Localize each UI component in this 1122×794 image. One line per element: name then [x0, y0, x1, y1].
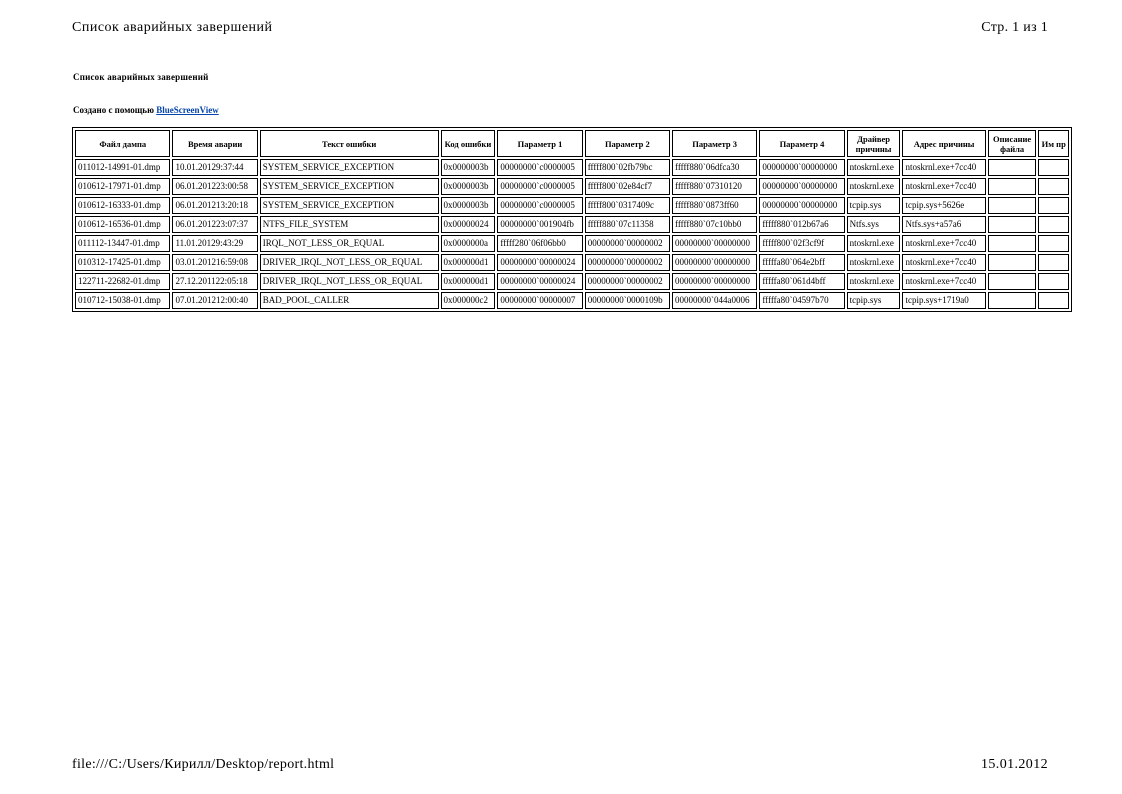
- table-cell: 11.01.20129:43:29: [172, 235, 257, 252]
- table-cell: [988, 292, 1037, 309]
- created-by-prefix: Создано с помощью: [73, 105, 157, 115]
- table-cell: SYSTEM_SERVICE_EXCEPTION: [260, 178, 439, 195]
- table-cell: [988, 254, 1037, 271]
- table-cell: [988, 216, 1037, 233]
- table-cell: [1038, 273, 1069, 290]
- table-cell: fffffa80`04597b70: [759, 292, 844, 309]
- table-cell: 010612-16536-01.dmp: [75, 216, 170, 233]
- table-cell: 00000000`00000002: [585, 235, 670, 252]
- crash-list-table: [72, 127, 1072, 312]
- table-cell: 00000000`00000000: [759, 197, 844, 214]
- table-cell: 0x0000003b: [441, 197, 496, 214]
- print-header-page-number: Стр. 1 из 1: [981, 20, 1048, 35]
- table-row: [75, 197, 1069, 214]
- table-cell: fffffa80`064e2bff: [759, 254, 844, 271]
- table-cell: ntoskrnl.exe: [847, 235, 901, 252]
- table-cell: fffff800`02fb79bc: [585, 159, 670, 176]
- column-header: Файл дампа: [75, 130, 170, 157]
- table-cell: 011012-14991-01.dmp: [75, 159, 170, 176]
- table-row: [75, 159, 1069, 176]
- table-cell: BAD_POOL_CALLER: [260, 292, 439, 309]
- table-cell: tcpip.sys+5626e: [902, 197, 985, 214]
- table-cell: [1038, 216, 1069, 233]
- table-cell: 00000000`001904fb: [497, 216, 582, 233]
- table-cell: 00000000`00000000: [759, 159, 844, 176]
- table-cell: 06.01.201223:00:58: [172, 178, 257, 195]
- table-cell: [988, 159, 1037, 176]
- table-cell: 00000000`00000000: [672, 235, 757, 252]
- table-row: [75, 273, 1069, 290]
- table-cell: fffffa80`061d4bff: [759, 273, 844, 290]
- table-cell: 00000000`c0000005: [497, 178, 582, 195]
- column-header: Текст ошибки: [260, 130, 439, 157]
- column-header: Время аварии: [172, 130, 257, 157]
- table-cell: [1038, 159, 1069, 176]
- column-header: Параметр 3: [672, 130, 757, 157]
- table-cell: 27.12.201122:05:18: [172, 273, 257, 290]
- table-cell: [1038, 235, 1069, 252]
- column-header: Драйвер причины: [847, 130, 901, 157]
- column-header: Код ошибки: [441, 130, 496, 157]
- table-cell: tcpip.sys: [847, 292, 901, 309]
- table-body: [75, 159, 1069, 309]
- table-cell: 122711-22682-01.dmp: [75, 273, 170, 290]
- table-cell: ntoskrnl.exe+7cc40: [902, 254, 985, 271]
- table-cell: DRIVER_IRQL_NOT_LESS_OR_EQUAL: [260, 273, 439, 290]
- table-cell: IRQL_NOT_LESS_OR_EQUAL: [260, 235, 439, 252]
- table-cell: 00000000`00000002: [585, 254, 670, 271]
- table-cell: 00000000`00000007: [497, 292, 582, 309]
- column-header: Им пр: [1038, 130, 1069, 157]
- table-cell: 010612-17971-01.dmp: [75, 178, 170, 195]
- table-cell: ntoskrnl.exe+7cc40: [902, 159, 985, 176]
- table-cell: fffff880`0873ff60: [672, 197, 757, 214]
- table-cell: 010612-16333-01.dmp: [75, 197, 170, 214]
- table-cell: SYSTEM_SERVICE_EXCEPTION: [260, 197, 439, 214]
- table-cell: 00000000`c0000005: [497, 197, 582, 214]
- table-cell: fffff880`06dfca30: [672, 159, 757, 176]
- table-cell: 00000000`00000000: [672, 254, 757, 271]
- table-cell: 07.01.201212:00:40: [172, 292, 257, 309]
- table-cell: NTFS_FILE_SYSTEM: [260, 216, 439, 233]
- table-cell: 00000000`c0000005: [497, 159, 582, 176]
- table-cell: [1038, 254, 1069, 271]
- table-row: [75, 235, 1069, 252]
- table-cell: 00000000`00000002: [585, 273, 670, 290]
- table-cell: 00000000`0000109b: [585, 292, 670, 309]
- table-cell: 03.01.201216:59:08: [172, 254, 257, 271]
- table-cell: fffff880`07c10bb0: [672, 216, 757, 233]
- report-title: Список аварийных завершений: [73, 72, 209, 82]
- table-cell: 06.01.201213:20:18: [172, 197, 257, 214]
- table-cell: fffff280`06f06bb0: [497, 235, 582, 252]
- table-cell: ntoskrnl.exe+7cc40: [902, 178, 985, 195]
- table-cell: [1038, 178, 1069, 195]
- table-cell: fffff800`02f3cf9f: [759, 235, 844, 252]
- table-cell: Ntfs.sys: [847, 216, 901, 233]
- table-cell: 00000000`00000024: [497, 273, 582, 290]
- table-cell: Ntfs.sys+a57a6: [902, 216, 985, 233]
- table-cell: tcpip.sys+1719a0: [902, 292, 985, 309]
- table-cell: fffff880`07c11358: [585, 216, 670, 233]
- table-cell: tcpip.sys: [847, 197, 901, 214]
- table-cell: 0x000000c2: [441, 292, 496, 309]
- table-cell: 00000000`044a0006: [672, 292, 757, 309]
- table-cell: ntoskrnl.exe: [847, 254, 901, 271]
- table-cell: SYSTEM_SERVICE_EXCEPTION: [260, 159, 439, 176]
- table-cell: ntoskrnl.exe+7cc40: [902, 273, 985, 290]
- column-header: Адрес причины: [902, 130, 985, 157]
- table-row: [75, 178, 1069, 195]
- table-cell: 011112-13447-01.dmp: [75, 235, 170, 252]
- table-cell: ntoskrnl.exe: [847, 159, 901, 176]
- column-header: Параметр 4: [759, 130, 844, 157]
- table-cell: 06.01.201223:07:37: [172, 216, 257, 233]
- table-cell: ntoskrnl.exe: [847, 273, 901, 290]
- table-cell: [988, 235, 1037, 252]
- print-header-title: Список аварийных завершений: [72, 20, 273, 35]
- table-cell: fffff880`012b67a6: [759, 216, 844, 233]
- table-cell: ntoskrnl.exe: [847, 178, 901, 195]
- table-cell: [988, 197, 1037, 214]
- table-row: [75, 292, 1069, 309]
- table-cell: 010312-17425-01.dmp: [75, 254, 170, 271]
- table-cell: 0x0000000a: [441, 235, 496, 252]
- table-cell: 00000000`00000000: [759, 178, 844, 195]
- table-cell: fffff880`07310120: [672, 178, 757, 195]
- column-header: Параметр 2: [585, 130, 670, 157]
- table-cell: [1038, 292, 1069, 309]
- table-cell: [988, 178, 1037, 195]
- table-row: [75, 254, 1069, 271]
- table-cell: fffff800`02e84cf7: [585, 178, 670, 195]
- print-footer-url: file:///C:/Users/Кирилл/Desktop/report.html: [72, 757, 335, 772]
- created-by-line: [73, 105, 219, 115]
- table-cell: 0x000000d1: [441, 254, 496, 271]
- table-header-row: [75, 130, 1069, 157]
- table-cell: 0x0000003b: [441, 178, 496, 195]
- bluescreenview-link[interactable]: BlueScreenView: [156, 105, 219, 115]
- table-cell: [1038, 197, 1069, 214]
- table-cell: 0x0000003b: [441, 159, 496, 176]
- crash-table-container: [72, 127, 1066, 313]
- table-cell: 010712-15038-01.dmp: [75, 292, 170, 309]
- table-cell: [988, 273, 1037, 290]
- table-row: [75, 216, 1069, 233]
- table-cell: fffff800`0317409c: [585, 197, 670, 214]
- column-header: Параметр 1: [497, 130, 582, 157]
- table-cell: 10.01.20129:37:44: [172, 159, 257, 176]
- print-footer-date: 15.01.2012: [981, 757, 1048, 772]
- table-cell: 0x00000024: [441, 216, 496, 233]
- table-cell: DRIVER_IRQL_NOT_LESS_OR_EQUAL: [260, 254, 439, 271]
- table-cell: 0x000000d1: [441, 273, 496, 290]
- table-cell: 00000000`00000024: [497, 254, 582, 271]
- column-header: Описание файла: [988, 130, 1037, 157]
- table-cell: ntoskrnl.exe+7cc40: [902, 235, 985, 252]
- table-cell: 00000000`00000000: [672, 273, 757, 290]
